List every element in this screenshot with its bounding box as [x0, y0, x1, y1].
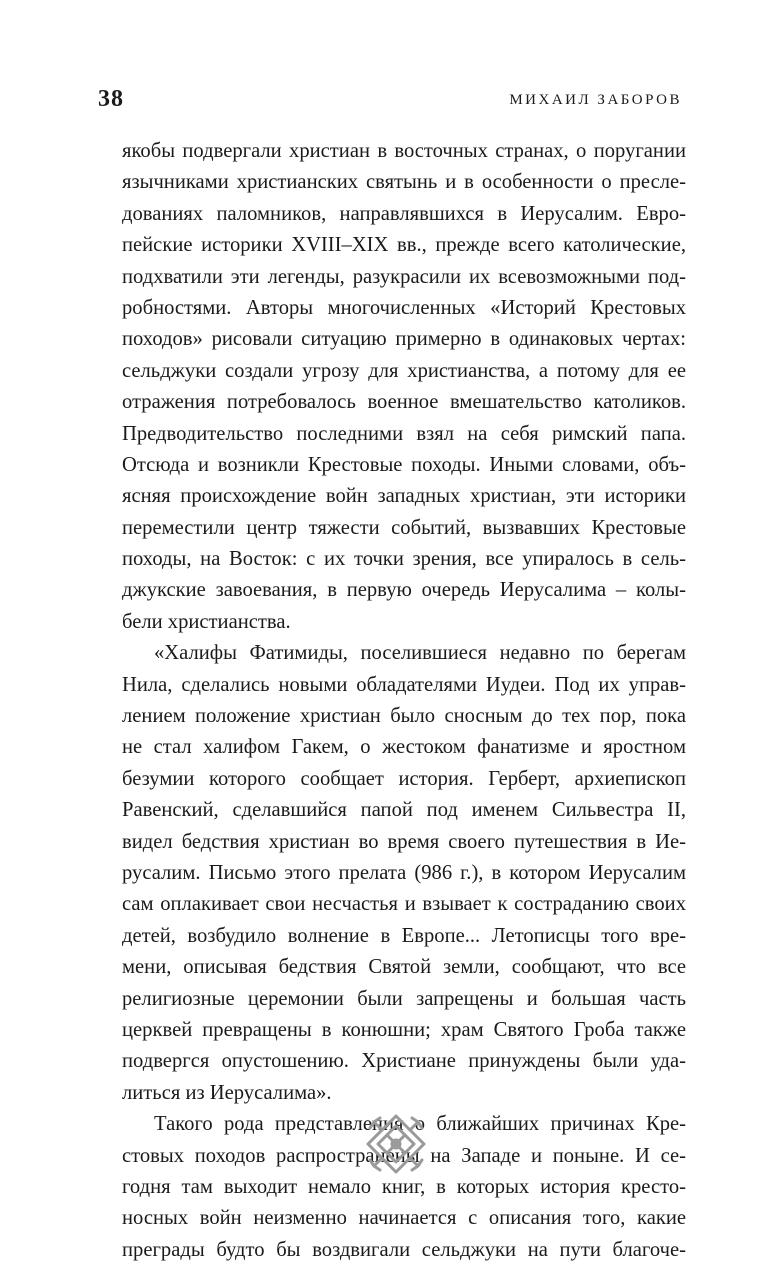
text-line: религиозные церемонии были запрещены и большая часть	[122, 987, 686, 1010]
text-line: носных войн неизменно начинается с описания того, какие	[122, 1207, 686, 1230]
text-line: пейские историки XVIII–XIX вв., прежде всего католические,	[122, 234, 686, 257]
text-line: Отсюда и возникли Крестовые походы. Иными словами, объ-	[122, 453, 686, 476]
text-line: сельджуки создали угрозу для христианства, а потому для ее	[122, 359, 686, 382]
text-line: литься из Иерусалима».	[122, 1081, 332, 1104]
text-line: Такого рода представления о ближайших причинах Кре-	[154, 1113, 686, 1136]
text-line: робностями. Авторы многочисленных «Историй Крестовых	[122, 296, 686, 319]
running-head: МИХАИЛ ЗАБОРОВ	[509, 92, 682, 108]
text-line: Предводительство последними взял на себя римский папа.	[122, 422, 686, 445]
text-line: стовых походов распространены на Западе и поныне. И се-	[122, 1144, 686, 1167]
text-line: не стал халифом Гакем, о жестоком фанатизме и яростном	[122, 736, 686, 759]
text-line: лением положение христиан было сносным до тех пор, пока	[122, 705, 686, 728]
text-line: якобы подвергали христиан в восточных странах, о поругании	[122, 140, 686, 162]
text-line: ясняя происхождение войн западных христиан, эти историки	[122, 485, 686, 508]
text-line: Нила, сделались новыми обладателями Иудеи. Под их управ-	[122, 673, 686, 696]
text-line: джукские завоевания, в первую очередь Иерусалима – колы-	[122, 579, 686, 602]
text-line: дованиях паломников, направлявшихся в Иерусалим. Евро-	[122, 202, 686, 225]
text-line: отражения потребовалось военное вмешательство католиков.	[122, 391, 686, 414]
text-line: видел бедствия христиан во время своего путешествия в Ие-	[122, 830, 686, 853]
page-number: 38	[98, 86, 124, 112]
text-line: походы, на Восток: с их точки зрения, все упиралось в сель-	[122, 548, 686, 571]
text-line: русалим. Письмо этого прелата (986 г.), в котором Иерусалим	[122, 861, 686, 884]
text-line: подхватили эти легенды, разукрасили их всевозможными под-	[122, 265, 686, 288]
text-line: подвергся опустошению. Христиане принуждены были уда-	[122, 1050, 686, 1073]
text-line: Равенский, сделавшийся папой под именем Сильвестра II,	[122, 799, 686, 822]
text-line: преграды будто бы воздвигали сельджуки на пути благоче-	[122, 1238, 686, 1261]
text-line: мени, описывая бедствия Святой земли, сообщают, что все	[122, 956, 686, 979]
text-line: переместили центр тяжести событий, вызвавших Крестовые	[122, 516, 686, 539]
body-text	[122, 136, 686, 1266]
text-line: безумии которого сообщает история. Герберт, архиепископ	[122, 767, 686, 790]
text-line: язычниками христианских святынь и в особенности о пресле-	[122, 171, 686, 194]
text-line: бели христианства.	[122, 610, 291, 633]
celtic-knot-ornament-icon	[364, 1112, 428, 1176]
text-line: «Халифы Фатимиды, поселившиеся недавно по берегам	[154, 642, 686, 665]
text-line: годня там выходит немало книг, в которых история кресто-	[122, 1175, 686, 1198]
text-line: походов» рисовали ситуацию примерно в одинаковых чертах:	[122, 328, 686, 351]
text-line: церквей превращены в конюшни; храм Святого Гроба также	[122, 1018, 686, 1041]
text-line: детей, возбудило волнение в Европе... Летописцы того вре-	[122, 924, 686, 947]
text-line: сам оплакивает свои несчастья и взывает к состраданию своих	[122, 893, 686, 916]
